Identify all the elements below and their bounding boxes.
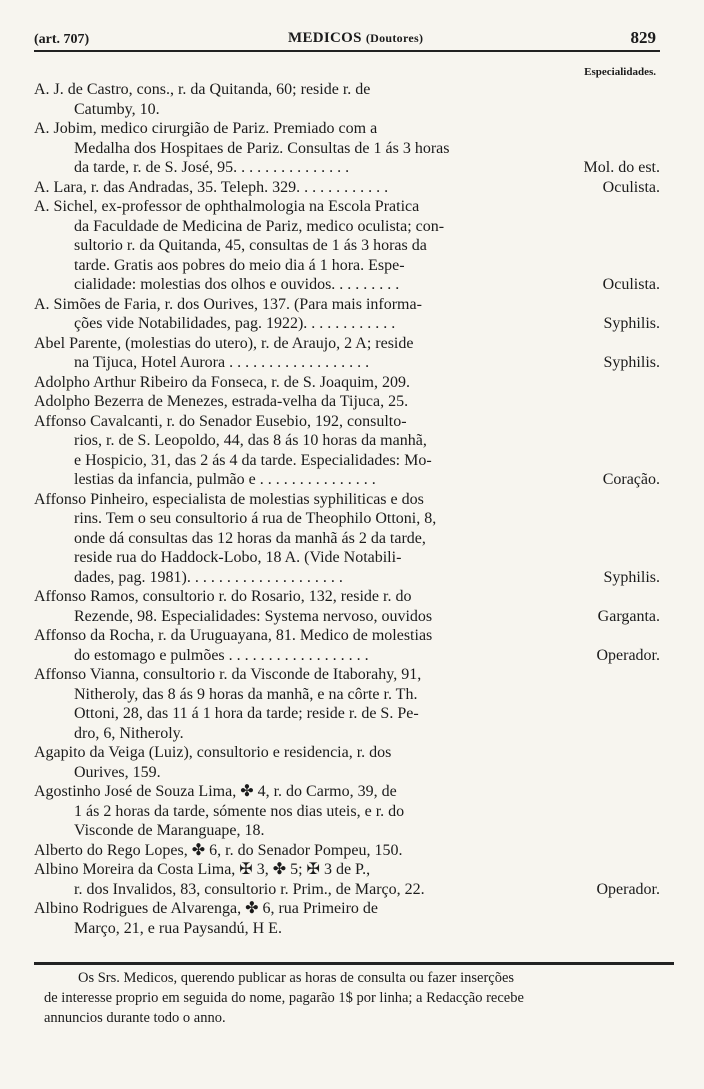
entry-line: da Faculdade de Medicina de Pariz, medico oculista; con-	[74, 217, 445, 235]
page-title	[288, 30, 423, 47]
entry-speciality: Syphilis.	[603, 354, 660, 371]
entry-line: Adolpho Arthur Ribeiro da Fonseca, r. de S. Joaquim, 209.	[34, 373, 410, 391]
entry-speciality: Syphilis.	[603, 568, 660, 586]
entry-line: Affonso Ramos, consultorio r. do Rosario, 132, reside r. do	[34, 588, 412, 605]
directory-entry	[34, 626, 660, 665]
entry-line: na Tijuca, Hotel Aurora . . . . . . . . . . . . . . . . . .	[74, 354, 370, 371]
entry-line: Nitheroly, das 8 ás 9 horas da manhã, e na côrte r. Th.	[74, 685, 418, 703]
entry-line: do estomago e pulmões . . . . . . . . . . . . . . . . . .	[74, 646, 369, 664]
entry-speciality: Operador.	[596, 646, 660, 664]
directory-entry	[34, 80, 660, 119]
footer-line: de interesse proprio em seguida do nome, pagarão 1$ por linha; a Redacção recebe	[44, 990, 524, 1006]
entry-line: Affonso Cavalcanti, r. do Senador Eusebio, 192, consulto-	[34, 412, 407, 430]
entry-line: A. J. de Castro, cons., r. da Quitanda, 60; reside r. de	[34, 81, 371, 98]
entry-line: Março, 21, e rua Paysandú, H E.	[74, 919, 282, 937]
directory-entry	[34, 490, 660, 588]
entry-line: da tarde, r. de S. José, 95. . . . . . . . . . . . . . .	[74, 159, 350, 176]
footer-rule	[34, 962, 674, 965]
entry-speciality: Coração.	[602, 471, 660, 488]
entry-line: lestias da infancia, pulmão e . . . . . . . . . . . . . . .	[74, 471, 376, 488]
entry-line: tarde. Gratis aos pobres do meio dia á 1 hora. Espe-	[74, 256, 405, 274]
footer-notice	[44, 968, 678, 1028]
entry-line: Affonso da Rocha, r. da Uruguayana, 81. Medico de molestias	[34, 627, 433, 644]
directory-entry	[34, 392, 660, 412]
entry-line: Ottoni, 28, das 11 á 1 hora da tarde; reside r. de S. Pe-	[74, 705, 419, 722]
entry-line: rios, r. de S. Leopoldo, 44, das 8 ás 10 horas da manhã,	[74, 432, 427, 449]
directory-entry	[34, 295, 660, 334]
entry-speciality: Operador.	[596, 880, 660, 898]
entry-line: onde dá consultas das 12 horas da manhã ás 2 da tarde,	[74, 529, 426, 547]
entry-line: Agapito da Veiga (Luiz), consultorio e residencia, r. dos	[34, 744, 392, 761]
entry-line: r. dos Invalidos, 83, consultorio r. Prim., de Março, 22.	[74, 880, 425, 898]
entry-line: 1 ás 2 horas da tarde, sómente nos dias uteis, e r. do	[74, 802, 405, 820]
directory-entry	[34, 782, 660, 841]
entry-line: sultorio r. da Quitanda, 45, consultas de 1 ás 3 horas da	[74, 237, 427, 254]
directory-entry	[34, 841, 660, 861]
entry-line: Abel Parente, (molestias do utero), r. de Araujo, 2 A; reside	[34, 334, 414, 352]
directory-entry	[34, 587, 660, 626]
entry-line: Affonso Vianna, consultorio r. da Visconde de Itaborahy, 91,	[34, 666, 422, 683]
directory-entry	[34, 899, 660, 938]
entry-line: Albino Moreira da Costa Lima, ✠ 3, ✤ 5; ✠ 3 de P.,	[34, 861, 371, 878]
entry-line: Affonso Pinheiro, especialista de molestias syphiliticas e dos	[34, 490, 424, 508]
footer-line: annuncios durante todo o anno.	[44, 1010, 226, 1026]
entry-speciality: Garganta.	[597, 607, 660, 625]
directory-entry	[34, 373, 660, 393]
entry-line: A. Simões de Faria, r. dos Ourives, 137. (Para mais informa-	[34, 295, 422, 313]
article-reference: (art. 707)	[34, 32, 90, 47]
entry-line: Alberto do Rego Lopes, ✤ 6, r. do Senador Pompeu, 150.	[34, 841, 403, 859]
entry-speciality: Mol. do est.	[583, 159, 660, 176]
directory-entry	[34, 178, 660, 198]
entry-line: e Hospicio, 31, das 2 ás 4 da tarde. Especialidades: Mo-	[74, 451, 432, 469]
entry-line: Ourives, 159.	[74, 763, 161, 781]
page-number: 829	[630, 28, 656, 47]
entry-line: reside rua do Haddock-Lobo, 18 A. (Vide Notabili-	[74, 549, 402, 566]
specialities-heading: Especialidades.	[584, 66, 656, 78]
directory-entry	[34, 197, 660, 295]
entry-line: Medalha dos Hospitaes de Pariz. Consultas de 1 ás 3 horas	[74, 139, 450, 157]
entry-line: ções vide Notabilidades, pag. 1922). . . . . . . . . . . .	[74, 315, 396, 332]
entry-line: Adolpho Bezerra de Menezes, estrada-velha da Tijuca, 25.	[34, 393, 409, 410]
directory-entry	[34, 334, 660, 373]
entry-speciality: Oculista.	[602, 276, 660, 293]
directory-entry	[34, 743, 660, 782]
directory-entry	[34, 119, 660, 178]
entry-line: Visconde de Maranguape, 18.	[74, 822, 265, 839]
entry-speciality: Syphilis.	[603, 315, 660, 332]
title-subtitle: (Doutores)	[365, 31, 424, 45]
entry-line: Catumby, 10.	[74, 100, 160, 118]
directory-entry	[34, 860, 660, 899]
entry-line: dro, 6, Nitheroly.	[74, 724, 184, 742]
entry-line: A. Jobim, medico cirurgião de Pariz. Premiado com a	[34, 120, 378, 137]
entry-line: cialidade: molestias dos olhos e ouvidos. . . . . . . . .	[74, 276, 400, 293]
page-header	[34, 26, 658, 50]
footer-line: Os Srs. Medicos, querendo publicar as horas de consulta ou fazer inserções	[78, 970, 515, 986]
directory-entry	[34, 665, 660, 743]
entry-line: Agostinho José de Souza Lima, ✤ 4, r. do Carmo, 39, de	[34, 783, 397, 800]
entry-speciality: Oculista.	[602, 178, 660, 196]
header-rule	[34, 50, 660, 52]
directory-list	[34, 80, 660, 938]
directory-entry	[34, 412, 660, 490]
entry-line: A. Lara, r. das Andradas, 35. Teleph. 329. . . . . . . . . . . .	[34, 178, 389, 196]
entry-line: A. Sichel, ex-professor de ophthalmologia na Escola Pratica	[34, 198, 420, 215]
entry-line: Rezende, 98. Especialidades: Systema nervoso, ouvidos	[74, 607, 433, 625]
title-main: MEDICOS	[288, 30, 362, 46]
entry-line: rins. Tem o seu consultorio á rua de Theophilo Ottoni, 8,	[74, 510, 437, 527]
entry-line: Albino Rodrigues de Alvarenga, ✤ 6, rua Primeiro de	[34, 900, 378, 917]
entry-line: dades, pag. 1981). . . . . . . . . . . . . . . . . . . .	[74, 568, 343, 586]
